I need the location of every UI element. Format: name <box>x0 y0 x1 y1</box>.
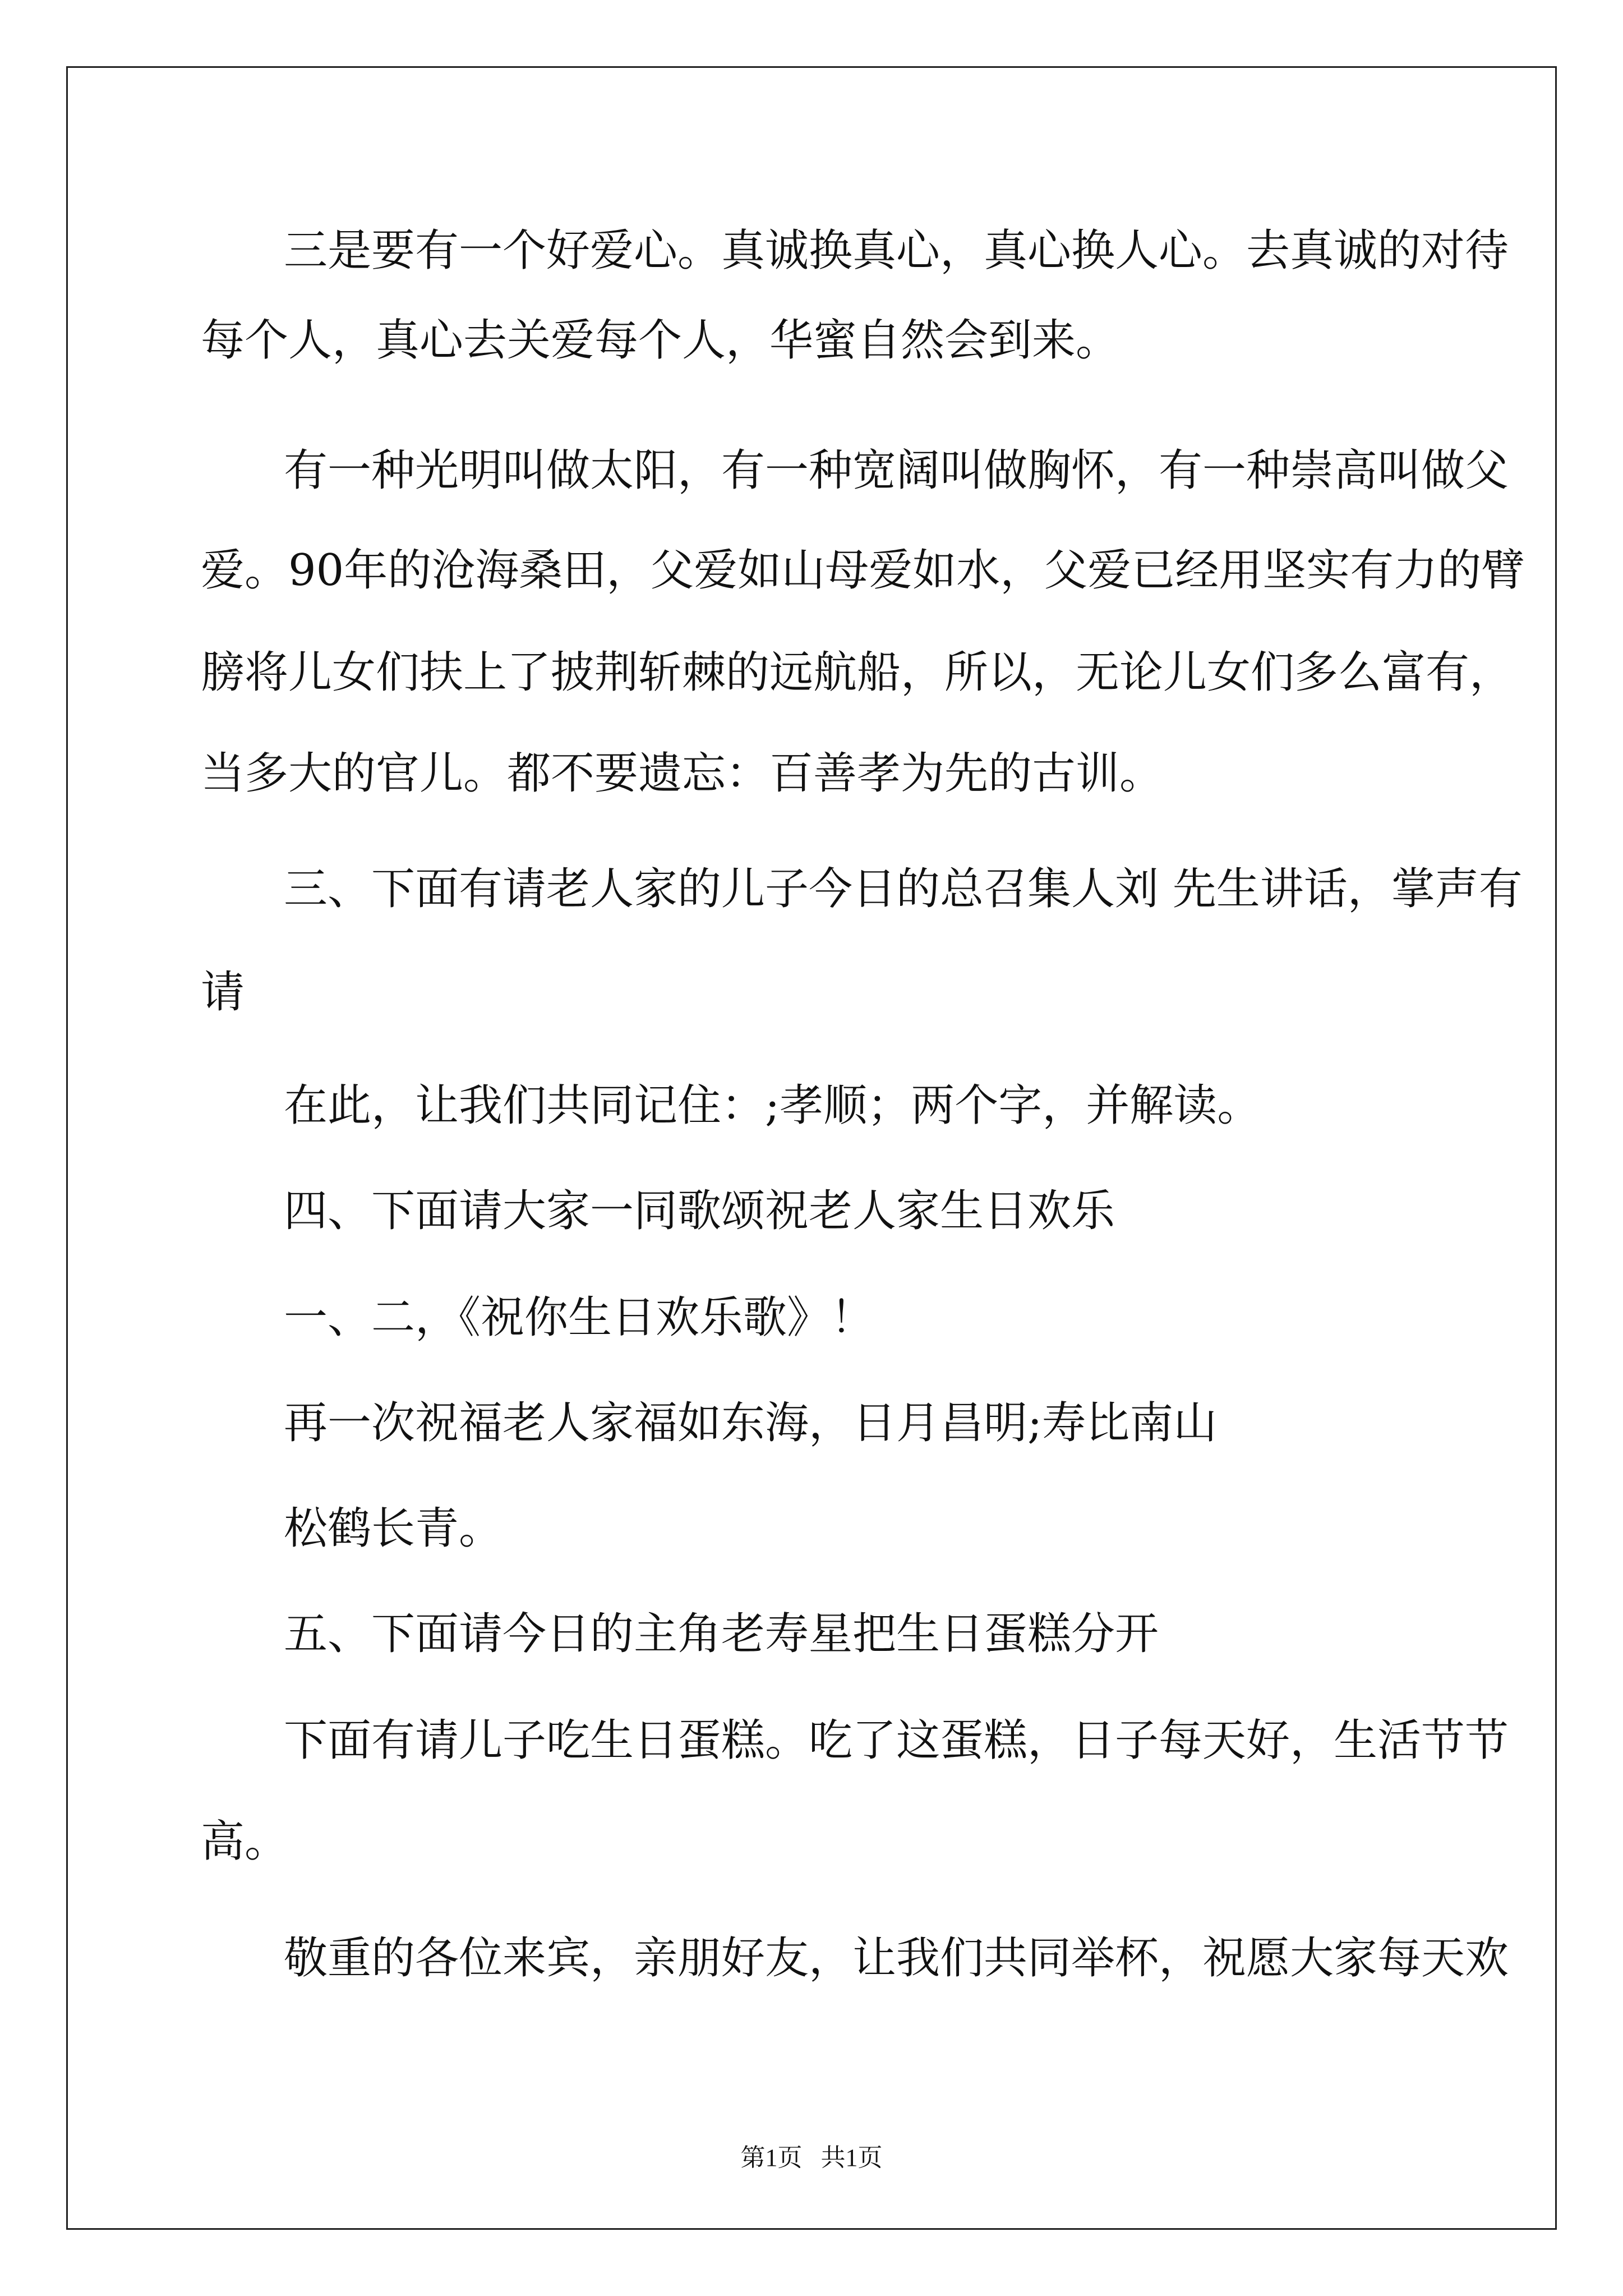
text-line-7: 三、下面有请老人家的儿子今日的总召集人刘 先生讲话，掌声有 <box>284 864 1523 914</box>
text-line-10: 四、下面请大家一同歌颂祝老人家生日欢乐 <box>284 1186 1115 1236</box>
page-border <box>66 66 1557 2230</box>
text-line-15: 下面有请儿子吃生日蛋糕。吃了这蛋糕，日子每天好，生活节节 <box>284 1715 1509 1766</box>
text-line-9: 在此，让我们共同记住：;孝顺；两个字，并解读。 <box>284 1080 1261 1131</box>
text-line-2: 每个人，真心去关爱每个人，华蜜自然会到来。 <box>201 315 1120 366</box>
footer-separator <box>803 2144 821 2171</box>
page-footer <box>0 2146 1623 2170</box>
text-line-3: 有一种光明叫做太阳，有一种宽阔叫做胸怀，有一种崇高叫做父 <box>284 445 1509 496</box>
text-line-5: 膀将儿女们扶上了披荆斩棘的远航船，所以，无论儿女们多么富有， <box>201 647 1514 698</box>
text-line-6: 当多大的官儿。都不要遗忘：百善孝为先的古训。 <box>201 748 1164 799</box>
page-total-label: 共1页 <box>820 2144 883 2171</box>
text-line-12: 再一次祝福老人家福如东海，日月昌明;寿比南山 <box>284 1398 1218 1448</box>
text-line-13: 松鹤长青。 <box>284 1503 503 1554</box>
text-line-1: 三是要有一个好爱心。真诚换真心，真心换人心。去真诚的对待 <box>284 226 1509 276</box>
text-line-4: 爱。90年的沧海桑田，父爱如山母爱如水，父爱已经用坚实有力的臂 <box>201 545 1525 596</box>
text-line-17: 敬重的各位来宾，亲朋好友，让我们共同举杯，祝愿大家每天欢 <box>284 1933 1509 1984</box>
text-line-14: 五、下面请今日的主角老寿星把生日蛋糕分开 <box>284 1609 1159 1659</box>
text-line-16: 高。 <box>201 1816 289 1867</box>
text-line-8: 请 <box>201 967 245 1018</box>
page-number-label: 第1页 <box>740 2144 803 2171</box>
text-line-11: 一、二，《祝你生日欢乐歌》！ <box>284 1292 875 1343</box>
